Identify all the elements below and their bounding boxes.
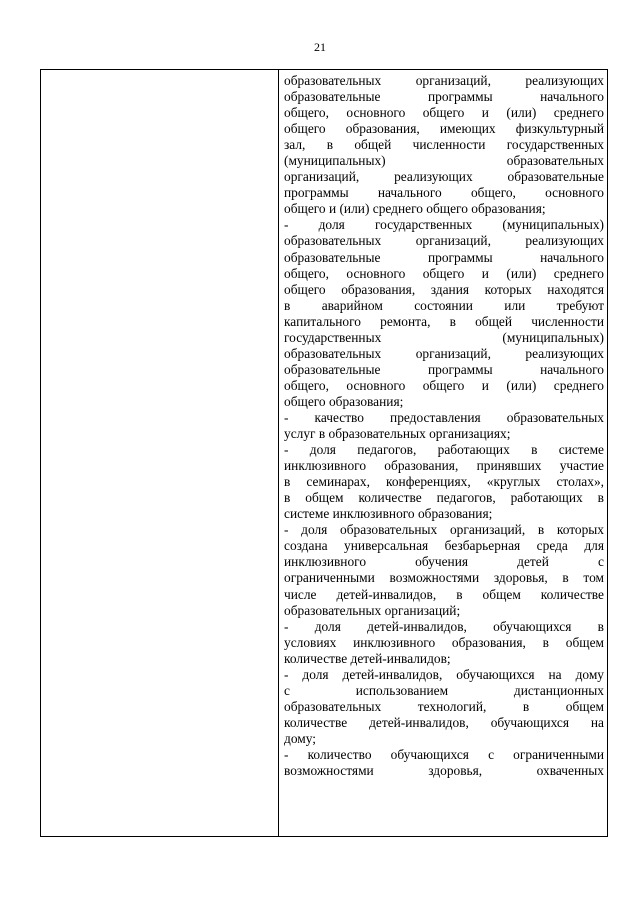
text-line: в аварийном состоянии или требуют — [284, 297, 604, 313]
text-line: общего образования; — [284, 393, 404, 409]
text-line: в общем количестве педагогов, работающих в — [284, 490, 604, 506]
text-line: - доля детей-инвалидов, обучающихся на дому — [284, 666, 604, 682]
text-line: образовательные программы начального — [284, 89, 604, 105]
text-line: - доля образовательных организаций, в которых — [284, 522, 604, 538]
text-line: создана универсальная безбарьерная среда для — [284, 538, 604, 554]
page-number: 21 — [314, 40, 326, 54]
text-line: общего, основного общего и (или) среднего — [284, 105, 604, 121]
text-line: - доля детей-инвалидов, обучающихся в — [284, 618, 604, 634]
text-line: (муниципальных) образовательных — [284, 153, 604, 169]
text-line: условиях инклюзивного образования, в общем — [284, 634, 604, 650]
text-line: образовательные программы начального — [284, 249, 604, 265]
text-line: в семинарах, конференциях, «круглых столах», — [284, 474, 604, 490]
text-line: общего и (или) среднего общего образования; — [284, 201, 546, 217]
text-line: образовательных организаций, реализующих — [284, 345, 604, 361]
text-line: числе детей-инвалидов, в общем количестве — [284, 586, 604, 602]
text-line: с использованием дистанционных — [284, 682, 604, 698]
text-line: образовательных технологий, в общем — [284, 698, 604, 714]
text-line: общего, основного общего и (или) среднего — [284, 265, 604, 281]
text-line: зал, в общей численности государственных — [284, 137, 604, 153]
text-line: инклюзивного обучения детей с — [284, 554, 604, 570]
text-line: - качество предоставления образовательных — [284, 409, 604, 425]
text-line: - доля государственных (муниципальных) — [284, 217, 604, 233]
text-line: образовательных организаций, реализующих — [284, 73, 604, 88]
text-line: общего образования, имеющих физкультурный — [284, 121, 604, 137]
text-line: образовательных организаций, реализующих — [284, 233, 604, 249]
column-divider — [278, 70, 279, 836]
text-line: образовательные программы начального — [284, 361, 604, 377]
text-line: организаций, реализующих образовательные — [284, 169, 604, 185]
text-line: государственных (муниципальных) — [284, 329, 604, 345]
text-line: программы начального общего, основного — [284, 185, 604, 201]
text-line: капитального ремонта, в общей численности — [284, 313, 604, 329]
text-line: возможностями здоровья, охваченных — [284, 763, 604, 779]
text-line: количестве детей-инвалидов, обучающихся на — [284, 714, 604, 730]
text-line: инклюзивного образования, принявших участие — [284, 458, 604, 474]
text-line: количестве детей-инвалидов; — [284, 650, 451, 666]
text-line: - доля педагогов, работающих в системе — [284, 442, 604, 458]
text-line: общего образования, здания которых находятся — [284, 281, 604, 297]
table-cell-left — [41, 70, 278, 836]
table-cell-right — [284, 73, 604, 835]
text-line: - количество обучающихся с ограниченными — [284, 746, 604, 762]
text-line: общего, основного общего и (или) среднего — [284, 377, 604, 393]
text-line: образовательных организаций; — [284, 602, 461, 618]
text-line: услуг в образовательных организациях; — [284, 426, 511, 442]
text-line: ограниченными возможностями здоровья, в том — [284, 570, 604, 586]
text-line: системе инклюзивного образования; — [284, 506, 493, 522]
document-table — [40, 69, 608, 837]
text-line: дому; — [284, 730, 316, 746]
